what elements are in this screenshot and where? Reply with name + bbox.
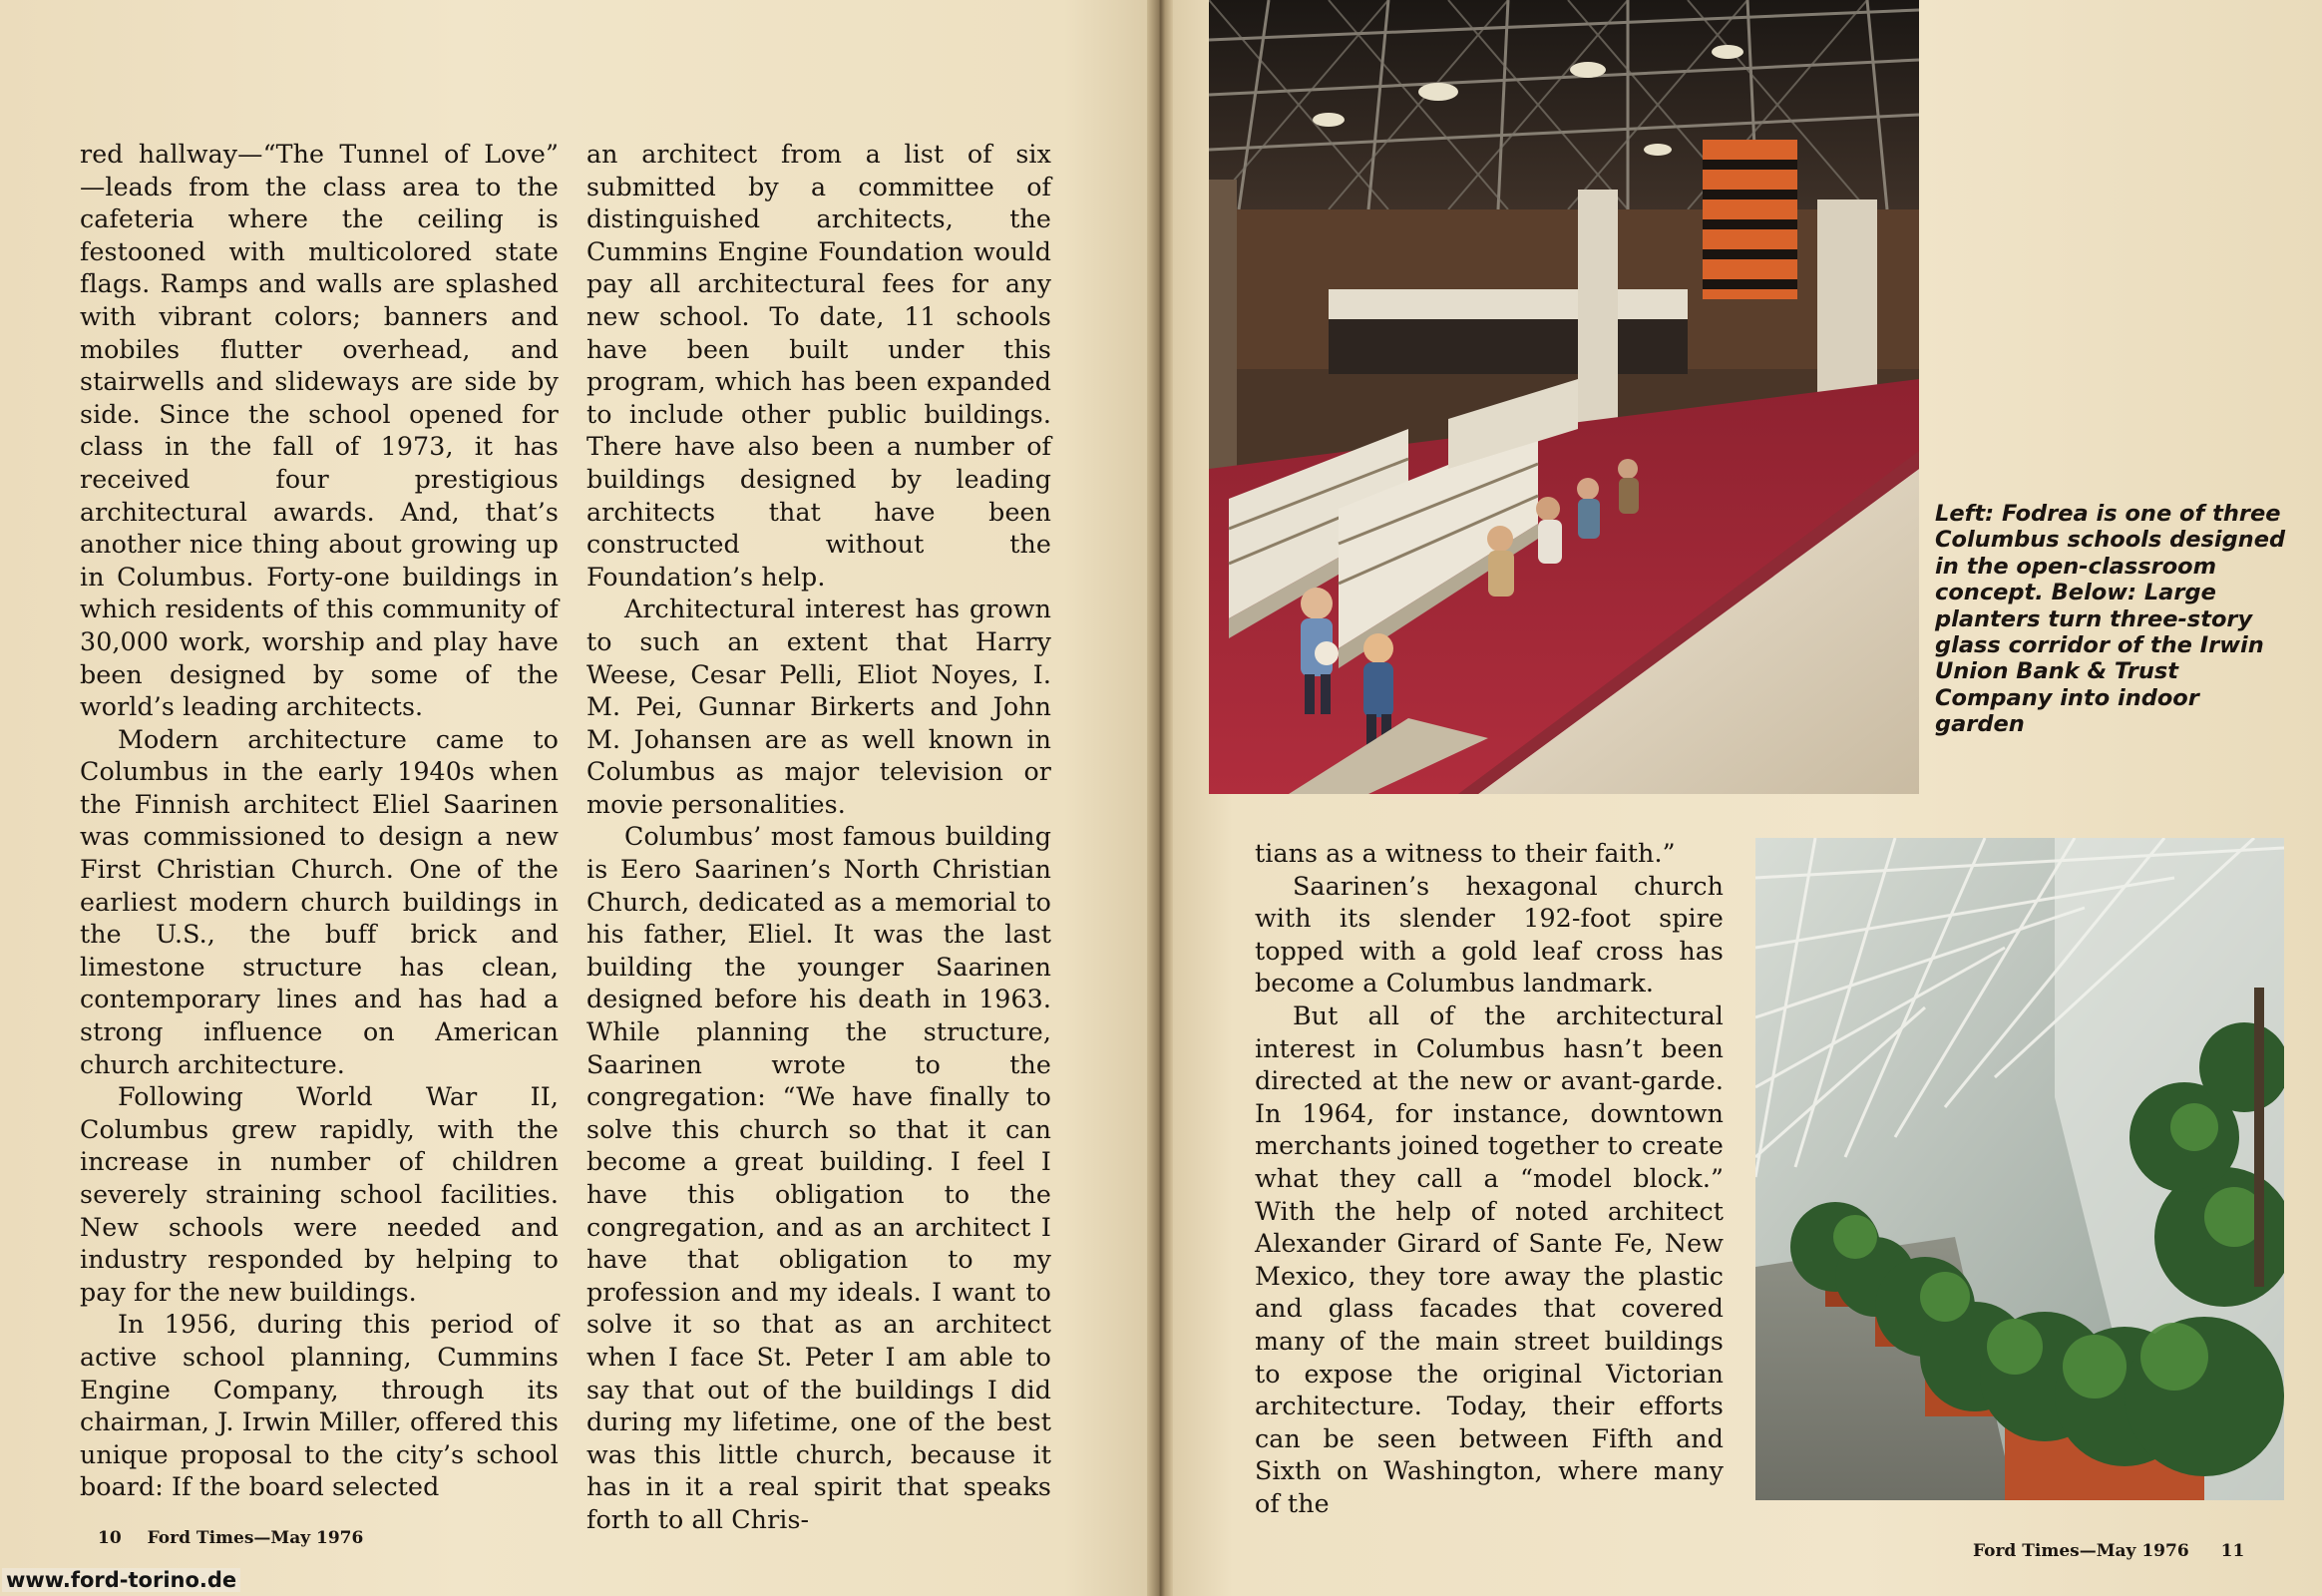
paragraph: Saarinen’s hexagonal church with its slender 192-foot spire topped with a gold leaf cross has become a Columbus landmark. — [1255, 871, 1724, 998]
page-number: 11 — [2220, 1541, 2245, 1561]
text-column-1 — [80, 139, 559, 1504]
left-folio — [98, 1528, 363, 1548]
paragraph: But all of the architectural interest in Columbus hasn’t been directed at the new or avant-garde. In 1964, for instance, downtown merchants joined together to create what they call a “model block.” With the help of noted architect Alexander Girard of Sante Fe, New Mexico, they tore away the plastic and glass facades that covered many of the main street buildings to expose the original Victorian architecture. Today, their efforts can be seen between Fifth and Sixth on Washington, where many of the — [1255, 1000, 1724, 1518]
paragraph: Modern architecture came to Columbus in the early 1940s when the Finnish architect Eliel Saarinen was commissioned to design a new First Christian Church. One of the earliest modern church buildings in the U.S., the buff brick and limestone structure has clean, contemporary lines and has had a strong influence on American church architecture. — [80, 724, 559, 1079]
paragraph: red hallway—“The Tunnel of Love” —leads from the class area to the cafeteria where the ceiling is festooned with multicolored state flags. Ramps and walls are splashed with vibrant colors; banners and mobiles flutter overhead, and stairwells and slideways are side by side. Since the school opened for class in the fall of 1973, it has received four prestigious architectural awards. And, that’s another nice thing about growing up in Columbus. Forty-one buildings in which residents of this community of 30,000 work, worship and play have been designed by some of the world’s leading architects. — [80, 140, 559, 722]
photo-open-classroom — [1209, 0, 1919, 794]
paragraph: Following World War II, Columbus grew rapidly, with the increase in number of children severely straining school facilities. New schools were needed and industry responded by helping to pay for the new buildings. — [80, 1082, 559, 1307]
photo-glass-corridor — [1755, 838, 2284, 1500]
website-watermark: www.ford-torino.de — [2, 1568, 240, 1592]
page-number: 10 — [98, 1528, 122, 1548]
publication-line: Ford Times—May 1976 — [147, 1528, 364, 1548]
right-folio — [1973, 1541, 2244, 1561]
paragraph: Columbus’ most famous building is Eero Saarinen’s North Christian Church, dedicated as a memorial to his father, Eliel. It was the last building the younger Saarinen designed before his death in 1963. While planning the structure, Saarinen wrote to the congregation: “We have finally to solve this church so that it can become a great building. I feel I have this obligation to the congregation, and as an architect I have that obligation to my profession and my ideals. I want to solve it so that as an architect when I face St. Peter I am able to say that out of the buildings I did during my lifetime, one of the best was this little church, because it has in it a real spirit that speaks forth to all Chris- — [586, 822, 1051, 1534]
text-column-3 — [1255, 838, 1724, 1520]
book-gutter — [1147, 0, 1173, 1596]
paragraph: an architect from a list of six submitted by a committee of distinguished architects, the Cummins Engine Foundation would pay all architectural fees for any new school. To date, 11 schools have been built under this program, which has been expanded to include other public buildings. There have also been a number of buildings designed by leading architects that have been constructed without the Foundation’s help. — [586, 140, 1051, 592]
paragraph: tians as a witness to their faith.” — [1255, 839, 1676, 868]
paragraph: Architectural interest has grown to such an extent that Harry Weese, Cesar Pelli, Eliot Noyes, I. M. Pei, Gunnar Birkerts and John M. Johansen are as well known in Columbus as major television or movie personalities. — [586, 595, 1051, 819]
paragraph: In 1956, during this period of active school planning, Cummins Engine Company, through its chairman, J. Irwin Miller, offered this unique proposal to the city’s school board: If the board selected — [80, 1310, 559, 1502]
photo-caption: Left: Fodrea is one of three Columbus schools designed in the open-classroom concept. Below: Large planters turn three-story glass corridor of the Irwin Union Bank & Trust Company into indoor garden — [1935, 501, 2286, 738]
publication-line: Ford Times—May 1976 — [1973, 1541, 2189, 1561]
text-column-2 — [586, 139, 1051, 1537]
